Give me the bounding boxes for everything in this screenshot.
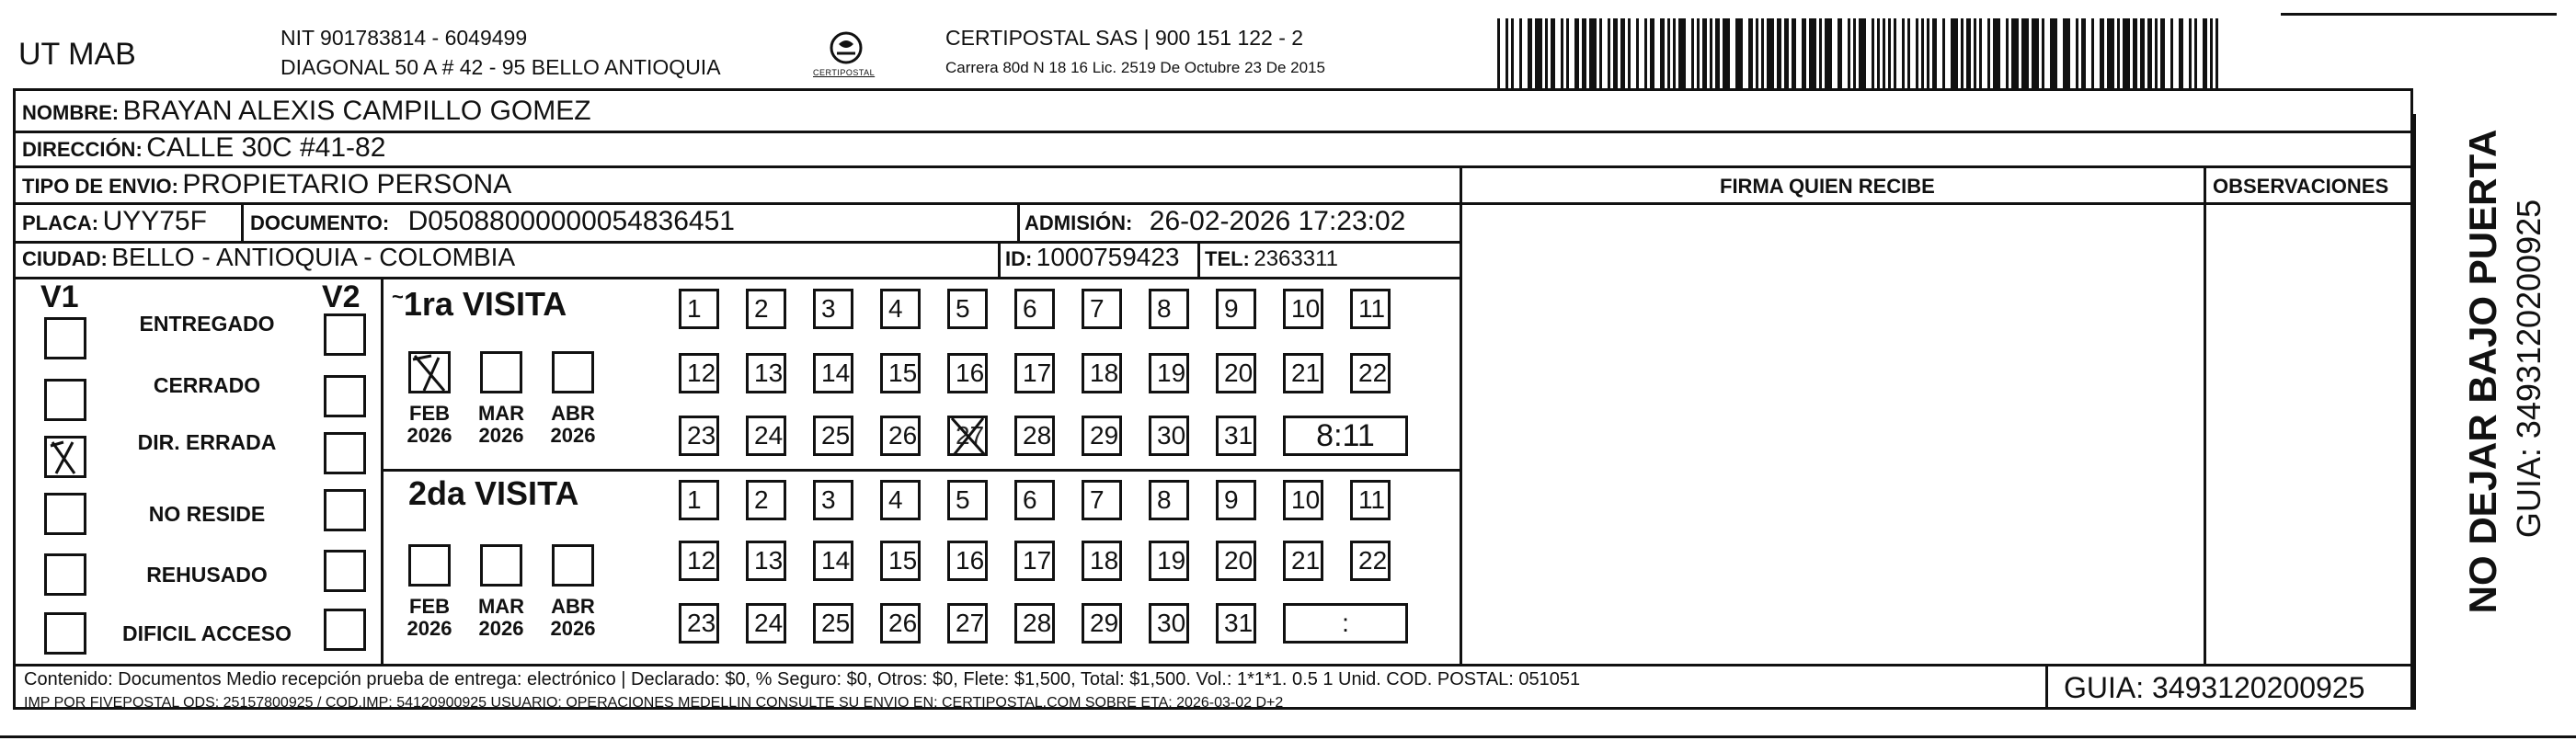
- month-checkbox-feb[interactable]: [408, 544, 451, 587]
- footer-content-line: Contenido: Documentos Medio recepción prueba de entrega: electrónico | Declarado: $0, % Seguro: $0, Otros: $0, Flete: $1,500, Total: $1,500. Vol.: 1*1*1. 0.5 1 Unid. COD. POSTAL: 051051: [24, 669, 1581, 689]
- admission-label: ADMISIÓN:: [1025, 211, 1133, 234]
- second-visit-day[interactable]: 31: [1216, 603, 1256, 644]
- sender-nit: NIT 901783814 - 6049499: [280, 26, 528, 50]
- first-visit-day[interactable]: 20: [1216, 353, 1256, 393]
- tel-label: TEL:: [1205, 247, 1250, 270]
- first-visit-day[interactable]: 2: [746, 289, 786, 329]
- month-checkbox-feb[interactable]: [408, 351, 451, 393]
- v1-checkbox[interactable]: [44, 493, 86, 535]
- v1-checkbox[interactable]: [44, 317, 86, 359]
- first-visit-day[interactable]: 13: [746, 353, 786, 393]
- barcode: [1497, 18, 2229, 88]
- second-visit-day[interactable]: 9: [1216, 480, 1256, 520]
- company-name: CERTIPOSTAL SAS | 900 151 122 - 2: [945, 26, 1304, 50]
- tel-value: 2363311: [1254, 246, 1338, 271]
- first-visit-title: ~1ra VISITA: [392, 285, 567, 323]
- second-visit-day[interactable]: 5: [947, 480, 988, 520]
- first-visit-day[interactable]: 16: [947, 353, 988, 393]
- second-visit-day[interactable]: 28: [1014, 603, 1055, 644]
- second-visit-day[interactable]: 26: [880, 603, 921, 644]
- second-visit-day[interactable]: 3: [813, 480, 853, 520]
- city-value: BELLO - ANTIOQUIA - COLOMBIA: [111, 243, 516, 271]
- first-visit-day[interactable]: 25: [813, 416, 853, 456]
- second-visit-day[interactable]: 13: [746, 541, 786, 581]
- signature-header: FIRMA QUIEN RECIBE: [1720, 175, 1935, 198]
- first-visit-day[interactable]: 17: [1014, 353, 1055, 393]
- first-visit-day[interactable]: 22: [1350, 353, 1391, 393]
- month-checkbox-mar[interactable]: [480, 351, 522, 393]
- first-visit-day[interactable]: 14: [813, 353, 853, 393]
- v2-checkbox[interactable]: [324, 550, 366, 592]
- first-visit-day[interactable]: 27: [947, 416, 988, 456]
- second-visit-day[interactable]: 2: [746, 480, 786, 520]
- v2-checkbox[interactable]: [324, 432, 366, 474]
- first-visit-day[interactable]: 24: [746, 416, 786, 456]
- second-visit-title: 2da VISITA: [408, 474, 579, 512]
- second-visit-day[interactable]: 4: [880, 480, 921, 520]
- status-label: ENTREGADO: [139, 312, 275, 336]
- second-visit-time[interactable]: :: [1283, 603, 1408, 644]
- plate-label: PLACA:: [22, 211, 99, 234]
- month-label: MAR 2026: [477, 595, 525, 640]
- second-visit-day[interactable]: 15: [880, 541, 921, 581]
- admission-value: 26-02-2026 17:23:02: [1149, 206, 1406, 236]
- first-visit-day[interactable]: 29: [1082, 416, 1122, 456]
- company-license: Carrera 80d N 18 16 Lic. 2519 De Octubre 23 De 2015: [945, 59, 1325, 76]
- first-visit-day[interactable]: 21: [1283, 353, 1323, 393]
- document-value: D05088000000054836451: [407, 206, 735, 236]
- sender-name: UT MAB: [18, 37, 136, 72]
- first-visit-day[interactable]: 31: [1216, 416, 1256, 456]
- footer-print-line: IMP POR FIVEPOSTAL ODS: 25157800925 / COD.IMP: 54120900925 USUARIO: OPERACIONES MEDELLIN CONSULTE SU ENVIO EN: CERTIPOSTAL.COM SOBRE ETA: 2026-03-02 D+2: [24, 695, 1284, 711]
- first-visit-day[interactable]: 3: [813, 289, 853, 329]
- first-visit-day[interactable]: 5: [947, 289, 988, 329]
- first-visit-day[interactable]: 23: [679, 416, 719, 456]
- first-visit-day[interactable]: 10: [1283, 289, 1323, 329]
- id-value: 1000759423: [1036, 243, 1180, 271]
- second-visit-day[interactable]: 21: [1283, 541, 1323, 581]
- address-label: DIRECCIÓN:: [22, 138, 143, 161]
- second-visit-day[interactable]: 20: [1216, 541, 1256, 581]
- sender-address: DIAGONAL 50 A # 42 - 95 BELLO ANTIOQUIA: [280, 55, 721, 79]
- name-label: NOMBRE:: [22, 101, 120, 124]
- second-visit-day[interactable]: 24: [746, 603, 786, 644]
- first-visit-day[interactable]: 11: [1350, 289, 1391, 329]
- second-visit-day[interactable]: 25: [813, 603, 853, 644]
- v2-checkbox[interactable]: [324, 489, 366, 531]
- second-visit-day[interactable]: 11: [1350, 480, 1391, 520]
- side-panel: [2419, 101, 2547, 653]
- first-visit-day[interactable]: 4: [880, 289, 921, 329]
- second-visit-day[interactable]: 14: [813, 541, 853, 581]
- logo-text: CERTIPOSTAL: [813, 68, 876, 77]
- v1-checkbox[interactable]: [44, 612, 86, 655]
- second-visit-day[interactable]: 7: [1082, 480, 1122, 520]
- status-label: DIFICIL ACCESO: [121, 621, 292, 645]
- first-visit-day[interactable]: 6: [1014, 289, 1055, 329]
- first-visit-day[interactable]: 1: [679, 289, 719, 329]
- second-visit-day[interactable]: 29: [1082, 603, 1122, 644]
- plate-value: UYY75F: [102, 206, 207, 236]
- status-label: CERRADO: [153, 373, 261, 397]
- recipient-address: CALLE 30C #41-82: [146, 132, 386, 163]
- v1-checkbox[interactable]: [44, 436, 86, 478]
- first-visit-day[interactable]: 7: [1082, 289, 1122, 329]
- first-visit-day[interactable]: 8: [1149, 289, 1189, 329]
- v1-checkbox[interactable]: [44, 553, 86, 596]
- month-label: ABR 2026: [550, 595, 596, 640]
- month-label: MAR 2026: [477, 402, 525, 447]
- observations-header: OBSERVACIONES: [2213, 175, 2389, 198]
- month-label: ABR 2026: [550, 402, 596, 447]
- v2-checkbox[interactable]: [324, 313, 366, 356]
- second-visit-day[interactable]: 16: [947, 541, 988, 581]
- v1-label: V1: [40, 279, 79, 314]
- first-visit-day[interactable]: 15: [880, 353, 921, 393]
- second-visit-day[interactable]: 10: [1283, 480, 1323, 520]
- second-visit-day[interactable]: 6: [1014, 480, 1055, 520]
- second-visit-day[interactable]: 22: [1350, 541, 1391, 581]
- v2-checkbox[interactable]: [324, 375, 366, 417]
- v2-checkbox[interactable]: [324, 609, 366, 651]
- v2-label: V2: [322, 279, 361, 314]
- first-visit-day[interactable]: 26: [880, 416, 921, 456]
- certipostal-logo: [809, 28, 883, 83]
- status-label: DIR. ERRADA: [137, 430, 277, 454]
- month-checkbox-mar[interactable]: [480, 544, 522, 587]
- id-label: ID:: [1005, 247, 1033, 270]
- footer-guia: GUIA: 3493120200925: [2064, 671, 2365, 704]
- first-visit-day[interactable]: 28: [1014, 416, 1055, 456]
- first-visit-day[interactable]: 9: [1216, 289, 1256, 329]
- second-visit-day[interactable]: 12: [679, 541, 719, 581]
- month-label: FEB 2026: [406, 595, 452, 640]
- month-checkbox-abr[interactable]: [552, 544, 594, 587]
- side-warning: NO DEJAR BAJO PUERTA: [2461, 129, 2504, 614]
- first-visit-day[interactable]: 18: [1082, 353, 1122, 393]
- second-visit-day[interactable]: 8: [1149, 480, 1189, 520]
- second-visit-day[interactable]: 17: [1014, 541, 1055, 581]
- first-visit-day[interactable]: 30: [1149, 416, 1189, 456]
- status-label: REHUSADO: [146, 563, 268, 587]
- document-label: DOCUMENTO:: [250, 211, 390, 234]
- recipient-name: BRAYAN ALEXIS CAMPILLO GOMEZ: [122, 96, 591, 126]
- first-visit-day[interactable]: 19: [1149, 353, 1189, 393]
- second-visit-day[interactable]: 30: [1149, 603, 1189, 644]
- first-visit-time[interactable]: 8:11: [1283, 416, 1408, 456]
- second-visit-day[interactable]: 1: [679, 480, 719, 520]
- first-visit-day[interactable]: 12: [679, 353, 719, 393]
- city-label: CIUDAD:: [22, 247, 108, 270]
- month-label: FEB 2026: [406, 402, 452, 447]
- side-guia: GUIA: 3493120200925: [2510, 199, 2547, 539]
- status-label: NO RESIDE: [148, 502, 266, 526]
- second-visit-day[interactable]: 23: [679, 603, 719, 644]
- shipment-type: PROPIETARIO PERSONA: [182, 169, 512, 199]
- second-visit-day[interactable]: 27: [947, 603, 988, 644]
- second-visit-day[interactable]: 18: [1082, 541, 1122, 581]
- v1-checkbox[interactable]: [44, 379, 86, 421]
- month-checkbox-abr[interactable]: [552, 351, 594, 393]
- second-visit-day[interactable]: 19: [1149, 541, 1189, 581]
- type-label: TIPO DE ENVIO:: [22, 175, 178, 198]
